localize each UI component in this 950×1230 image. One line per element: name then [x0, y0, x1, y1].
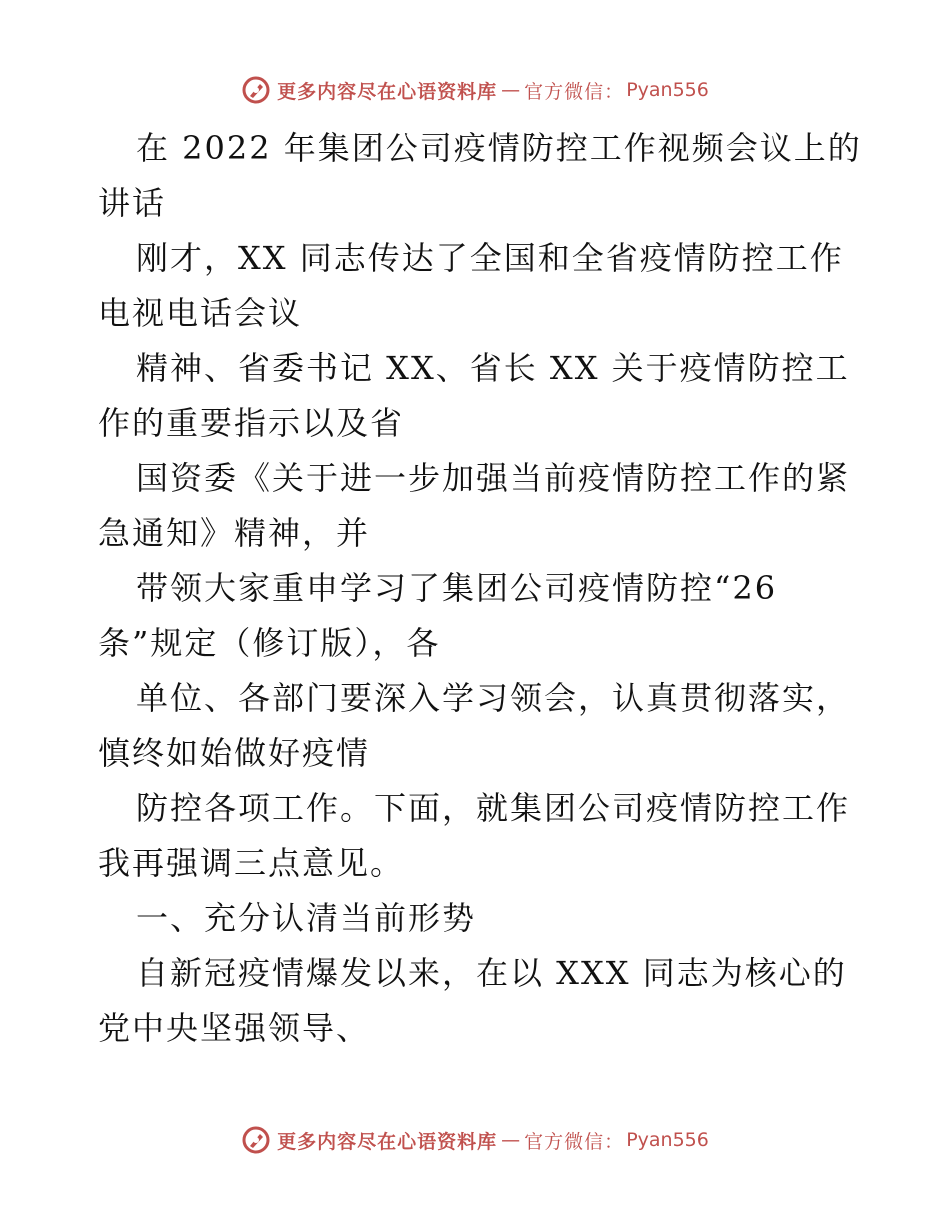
paragraph-title-line-1: 在 2022 年集团公司疫情防控工作视频会议上的 [136, 129, 862, 167]
paragraph-6-line-2: 我再强调三点意见。 [98, 844, 405, 882]
watermark-brand: 更多内容尽在心语资料库 [277, 80, 498, 103]
paragraph-title-line-2: 讲话 [98, 184, 167, 222]
watermark-separator: — [501, 79, 521, 101]
paragraph-1-line-2: 电视电话会议 [98, 294, 303, 332]
paragraph-6-line-1: 防控各项工作。下面，就集团公司疫情防控工作 [136, 789, 851, 827]
paragraph-2-line-1: 精神、省委书记 XX、省长 XX 关于疫情防控工 [136, 349, 850, 387]
watermark-header [0, 70, 950, 110]
paragraph-5-line-1: 单位、各部门要深入学习领会，认真贯彻落实， [136, 679, 851, 717]
section-heading-1: 一、充分认清当前形势 [136, 899, 477, 937]
watermark-handle: Pyan556 [626, 1129, 709, 1151]
paragraph-2-line-2: 作的重要指示以及省 [98, 404, 405, 442]
watermark-handle: Pyan556 [626, 79, 709, 101]
paragraph-1-line-1: 刚才，XX 同志传达了全国和全省疫情防控工作 [136, 239, 844, 277]
paragraph-4-line-2: 条”规定（修订版），各 [98, 624, 441, 662]
paragraph-3-line-2: 急通知》精神，并 [98, 514, 371, 552]
paragraph-3-line-1: 国资委《关于进一步加强当前疫情防控工作的紧 [136, 459, 851, 497]
paragraph-7-line-2: 党中央坚强领导、 [98, 1009, 371, 1047]
watermark-label: 官方微信： [524, 1130, 625, 1153]
paragraph-4-line-1: 带领大家重申学习了集团公司疫情防控“26 [136, 569, 778, 607]
watermark-separator: — [501, 1129, 521, 1151]
pen-logo-icon [241, 75, 271, 105]
watermark-brand: 更多内容尽在心语资料库 [277, 1130, 498, 1153]
watermark-footer [0, 1120, 950, 1160]
document-body [98, 121, 862, 1056]
pen-logo-icon [241, 1125, 271, 1155]
paragraph-5-line-2: 慎终如始做好疫情 [98, 734, 371, 772]
watermark-label: 官方微信： [524, 80, 625, 103]
paragraph-7-line-1: 自新冠疫情爆发以来，在以 XXX 同志为核心的 [136, 954, 847, 992]
